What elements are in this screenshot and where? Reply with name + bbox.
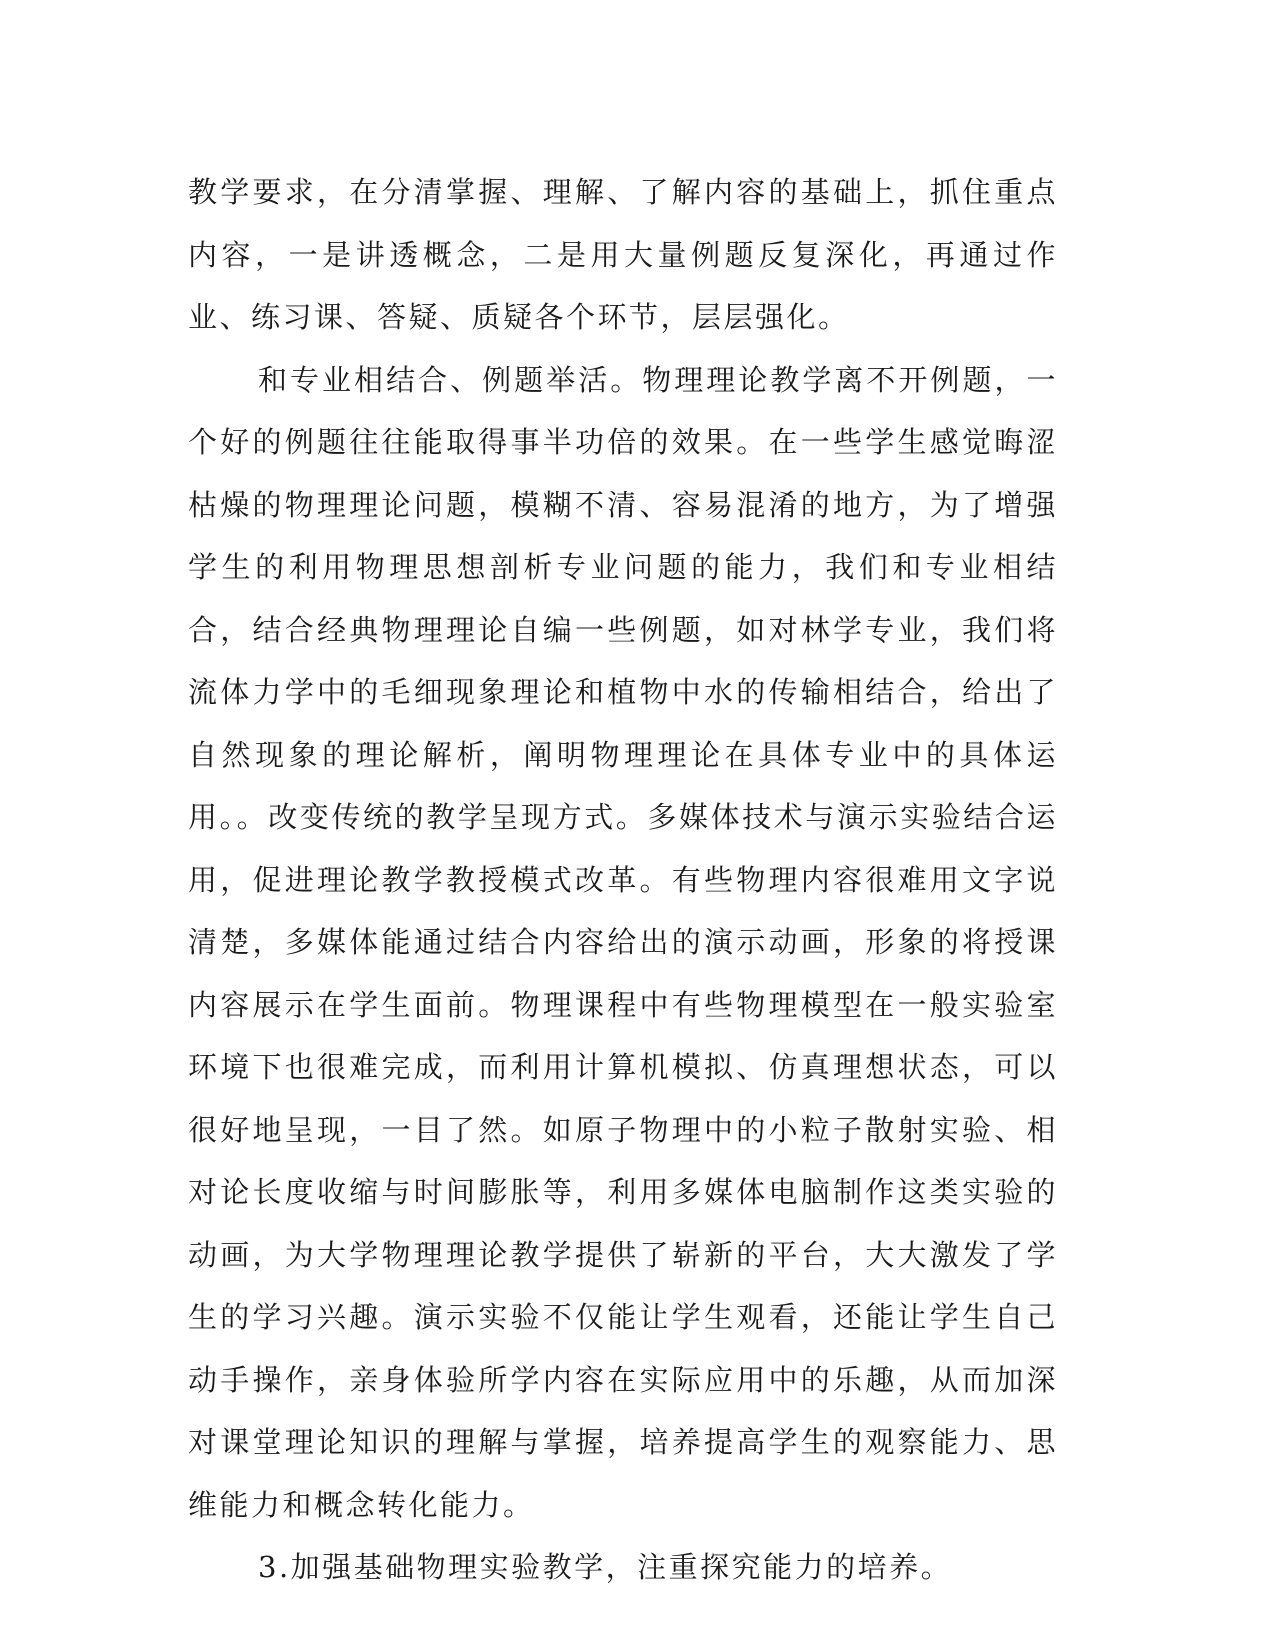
paragraph-continuation: 教学要求，在分清掌握、理解、了解内容的基础上，抓住重点内容，一是讲透概念，二是用大量例题反复深化，再通过作业、练习课、答疑、质疑各个环节，层层强化。 — [188, 175, 1058, 334]
section-heading-experiment: 3.加强基础物理实验教学，注重探究能力的培养。 — [258, 1550, 953, 1584]
paragraph-example-teaching: 和专业相结合、例题举活。物理理论教学离不开例题，一个好的例题往往能取得事半功倍的效果。在一些学生感觉晦涩枯燥的物理理论问题，模糊不清、容易混淆的地方，为了增强学生的利用物理思想剖析专业问题的能力，我们和专业相结合，结合经典物理理论自编一些例题，如对林学专业，我们将流体力学中的毛细现象理论和植物中水的传输相结合，给出了自然现象的理论解析，阐明物理理论在具体专业中的具体运用。。改变传统的教学呈现方式。多媒体技术与演示实验结合运用，促进理论教学教授模式改革。有些物理内容很难用文字说清楚，多媒体能通过结合内容给出的演示动画，形象的将授课内容展示在学生面前。物理课程中有些物理模型在一般实验室环境下也很难完成，而利用计算机模拟、仿真理想状态，可以很好地呈现，一目了然。如原子物理中的小粒子散射实验、相对论长度收缩与时间膨胀等，利用多媒体电脑制作这类实验的动画，为大学物理理论教学提供了崭新的平台，大大激发了学生的学习兴趣。演示实验不仅能让学生观看，还能让学生自己动手操作，亲身体验所学内容在实际应用中的乐趣，从而加深对课堂理论知识的理解与掌握，培养提高学生的观察能力、思维能力和概念转化能力。 — [188, 362, 1058, 1522]
document-body — [188, 161, 1058, 1599]
